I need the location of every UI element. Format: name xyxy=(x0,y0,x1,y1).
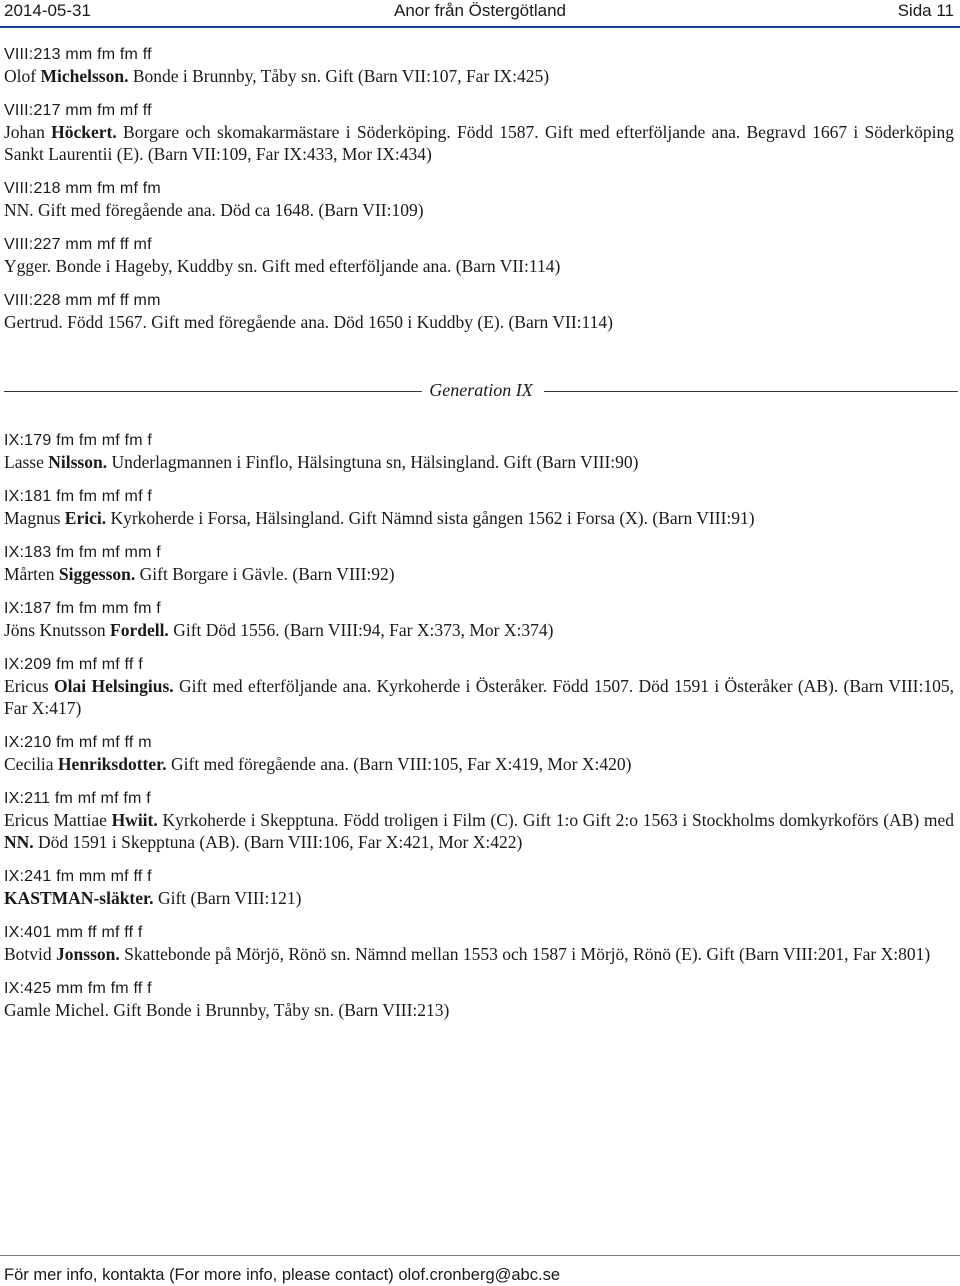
ancestor-entry xyxy=(4,732,954,775)
description-text: Lasse xyxy=(4,452,49,472)
ancestor-description xyxy=(4,65,954,87)
ancestor-entry xyxy=(4,654,954,719)
ancestor-code: VIII:218 mm fm mf fm xyxy=(4,180,161,197)
ancestor-surname: Erici. xyxy=(64,508,107,528)
description-text: Ericus xyxy=(4,676,55,696)
description-text: Johan xyxy=(4,122,52,142)
ancestor-entry xyxy=(4,100,954,165)
description-text: Cecilia xyxy=(4,754,58,774)
ancestor-code: IX:241 fm mm mf ff f xyxy=(4,868,152,885)
ancestor-surname: Henriksdotter. xyxy=(57,754,167,774)
ancestor-entry xyxy=(4,430,954,473)
ancestor-surname: Siggesson. xyxy=(58,564,136,584)
ancestor-description xyxy=(4,675,954,719)
ancestor-entry xyxy=(4,598,954,641)
header-date: 2014-05-31 xyxy=(4,1,91,20)
ancestor-surname: Olai Helsingius. xyxy=(54,676,174,696)
description-text: Borgare och skomakarmästare i Söderköping. Född 1587. Gift med efterföljande ana. Begravd 1667 i Söderköping Sankt Laurentii (E). (Barn VII:109, Far IX:433, Mor IX:434) xyxy=(4,122,954,164)
description-text: Kyrkoherde i Forsa, Hälsingland. Gift Nämnd sista gången 1562 i Forsa (X). (Barn VIII:91) xyxy=(106,508,755,528)
ancestor-entry xyxy=(4,542,954,585)
divider-line-right xyxy=(544,391,958,392)
ancestor-code: VIII:213 mm fm fm ff xyxy=(4,46,152,63)
ancestor-entry xyxy=(4,44,954,87)
description-text: Gift med efterföljande ana. Kyrkoherde i Österåker. Född 1507. Död 1591 i Österåker (AB). (Barn VIII:105, Far X:417) xyxy=(4,676,954,718)
ancestor-description xyxy=(4,943,954,965)
generation-divider xyxy=(4,380,954,402)
ancestor-entry xyxy=(4,978,954,1021)
ancestor-code: IX:425 mm fm fm ff f xyxy=(4,980,152,997)
ancestor-surname: Michelsson. xyxy=(40,66,129,86)
document-body xyxy=(4,44,954,1021)
entries-generation-viii xyxy=(4,44,954,333)
ancestor-surname: KASTMAN-släkter. xyxy=(4,888,154,908)
description-text: Olof xyxy=(4,66,41,86)
ancestor-description xyxy=(4,619,954,641)
description-text: Död 1591 i Skepptuna (AB). (Barn VIII:106, Far X:421, Mor X:422) xyxy=(33,832,523,852)
ancestor-description xyxy=(4,507,954,529)
ancestor-entry xyxy=(4,866,954,909)
description-text: Gift med föregående ana. (Barn VIII:105, Far X:419, Mor X:420) xyxy=(166,754,632,774)
description-text: Botvid xyxy=(4,944,57,964)
ancestor-code: IX:211 fm mf mf fm f xyxy=(4,790,151,807)
description-text: Ygger. Bonde i Hageby, Kuddby sn. Gift med efterföljande ana. (Barn VII:114) xyxy=(4,256,561,276)
ancestor-description xyxy=(4,255,954,277)
ancestor-code: IX:210 fm mf mf ff m xyxy=(4,734,152,751)
description-text: Bonde i Brunnby, Tåby sn. Gift (Barn VII:107, Far IX:425) xyxy=(128,66,550,86)
page-footer xyxy=(0,1255,960,1286)
ancestor-description xyxy=(4,121,954,165)
ancestor-code: IX:181 fm fm mf mf f xyxy=(4,488,153,505)
ancestor-code: IX:179 fm fm mf fm f xyxy=(4,432,153,449)
description-text: Mårten xyxy=(4,564,59,584)
footer-contact-text: För mer info, kontakta (For more info, please contact) olof.cronberg@abc.se xyxy=(4,1266,560,1284)
ancestor-description xyxy=(4,999,954,1021)
page-header xyxy=(0,0,960,28)
description-text: Ericus Mattiae xyxy=(4,810,112,830)
ancestor-surname: Hwiit. xyxy=(111,810,158,830)
ancestor-surname: Nilsson. xyxy=(48,452,108,472)
description-text: Gertrud. Född 1567. Gift med föregående ana. Död 1650 i Kuddby (E). (Barn VII:114) xyxy=(4,312,613,332)
ancestor-code: VIII:217 mm fm mf ff xyxy=(4,102,152,119)
ancestor-entry xyxy=(4,178,954,221)
description-text: Gift Död 1556. (Barn VIII:94, Far X:373, Mor X:374) xyxy=(168,620,554,640)
description-text: Gamle Michel. Gift Bonde i Brunnby, Tåby sn. (Barn VIII:213) xyxy=(4,1000,450,1020)
description-text: Gift (Barn VIII:121) xyxy=(153,888,302,908)
header-page-number: Sida 11 xyxy=(897,1,954,20)
ancestor-description xyxy=(4,563,954,585)
ancestor-code: IX:183 fm fm mf mm f xyxy=(4,544,161,561)
ancestor-entry xyxy=(4,486,954,529)
ancestor-code: VIII:228 mm mf ff mm xyxy=(4,292,161,309)
ancestor-entry xyxy=(4,922,954,965)
generation-label: Generation IX xyxy=(429,380,533,400)
description-text: NN. Gift med föregående ana. Död ca 1648. (Barn VII:109) xyxy=(4,200,424,220)
description-text: Magnus xyxy=(4,508,65,528)
description-text: Jöns Knutsson xyxy=(4,620,110,640)
description-text: Underlagmannen i Finflo, Hälsingtuna sn, Hälsingland. Gift (Barn VIII:90) xyxy=(107,452,639,472)
entries-generation-ix xyxy=(4,430,954,1021)
description-text: Kyrkoherde i Skepptuna. Född troligen i Film (C). Gift 1:o Gift 2:o 1563 i Stockholms domkyrkoförs (AB) med xyxy=(157,810,954,830)
ancestor-description xyxy=(4,753,954,775)
ancestor-surname: NN. xyxy=(4,832,34,852)
ancestor-code: IX:401 mm ff mf ff f xyxy=(4,924,143,941)
ancestor-description xyxy=(4,809,954,853)
ancestor-code: IX:187 fm fm mm fm f xyxy=(4,600,161,617)
ancestor-entry xyxy=(4,290,954,333)
header-title: Anor från Östergötland xyxy=(394,1,566,20)
ancestor-description xyxy=(4,199,954,221)
ancestor-description xyxy=(4,311,954,333)
ancestor-surname: Fordell. xyxy=(110,620,169,640)
ancestor-code: VIII:227 mm mf ff mf xyxy=(4,236,152,253)
ancestor-surname: Höckert. xyxy=(51,122,117,142)
ancestor-entry xyxy=(4,788,954,853)
description-text: Gift Borgare i Gävle. (Barn VIII:92) xyxy=(135,564,395,584)
ancestor-surname: Jonsson. xyxy=(56,944,120,964)
ancestor-description xyxy=(4,451,954,473)
ancestor-code: IX:209 fm mf mf ff f xyxy=(4,656,143,673)
ancestor-entry xyxy=(4,234,954,277)
ancestor-description xyxy=(4,887,954,909)
description-text: Skattebonde på Mörjö, Rönö sn. Nämnd mellan 1553 och 1587 i Mörjö, Rönö (E). Gift (Barn VIII:201, Far X:801) xyxy=(119,944,931,964)
